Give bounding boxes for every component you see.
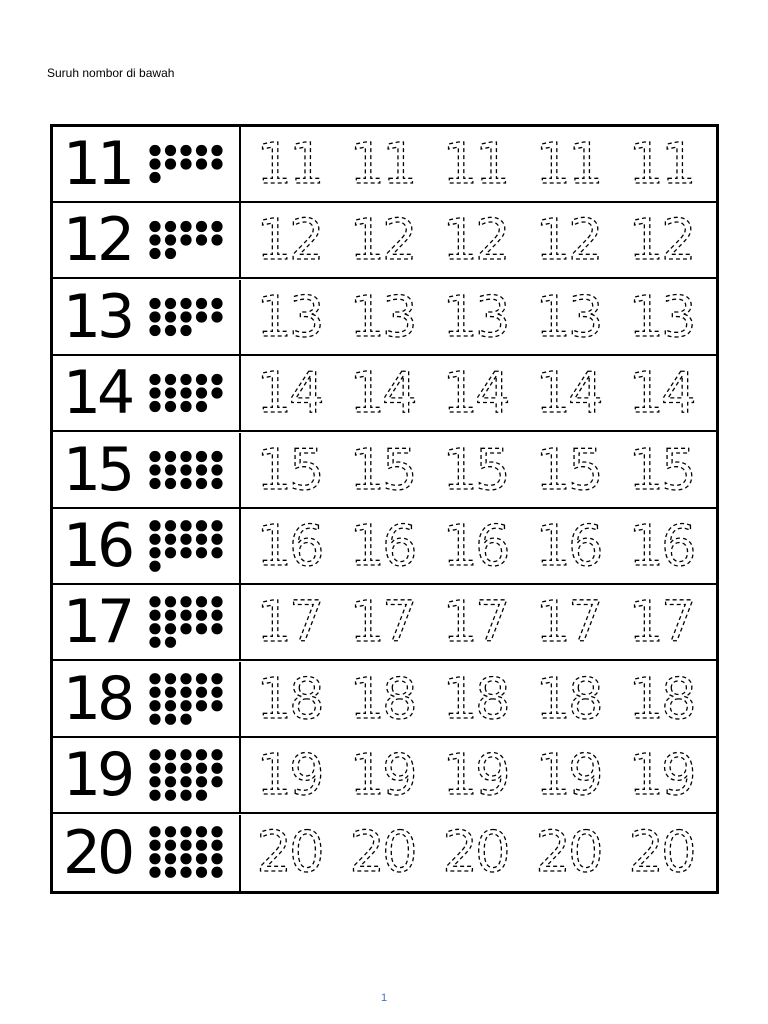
counting-dot [165,450,176,461]
dashed-trace-number: 11 [535,132,601,197]
counting-dot [196,624,207,635]
worksheet-row [53,738,716,814]
counting-dot [211,763,222,774]
counting-dot [180,221,191,232]
counting-dot [180,866,191,877]
counting-dot [149,866,160,877]
counting-dot [149,700,160,711]
counting-dot [196,145,207,156]
target-number: 18 [62,663,132,734]
counting-dot [180,374,191,385]
counting-dot [149,547,160,558]
dashed-trace-number: 16 [349,514,415,579]
counting-dot [165,534,176,545]
counting-dot [149,401,160,412]
counting-dot [149,776,160,787]
dashed-trace-number: 15 [535,437,601,503]
counting-dot [196,597,207,608]
dashed-trace-number: 20 [442,819,508,885]
counting-dot [196,673,207,684]
number-cell [53,662,241,736]
target-number: 15 [62,434,132,505]
counting-dot [211,534,222,545]
dashed-trace-number: 15 [256,437,322,503]
counting-dot [165,749,176,760]
counting-dot [180,749,191,760]
counting-dot [149,235,160,246]
dashed-trace-number: 11 [349,132,415,197]
dashed-trace-number: 18 [442,666,508,732]
worksheet-row [53,203,716,279]
counting-dot [196,866,207,877]
counting-dot [180,776,191,787]
counting-dot [165,477,176,488]
instruction-text: Suruh nombor di bawah [47,66,175,80]
counting-dots [147,203,229,277]
counting-dot [149,158,160,169]
counting-dot [211,853,222,864]
dashed-trace-number: 11 [256,132,322,197]
counting-dot [196,839,207,850]
counting-dot [165,763,176,774]
counting-dot [211,145,222,156]
counting-dot [165,401,176,412]
counting-dots [147,509,229,583]
dashed-trace-number: 16 [442,514,508,579]
counting-dot [180,624,191,635]
counting-dots [147,738,229,812]
counting-dots [147,280,229,354]
counting-dot [149,853,160,864]
counting-dot [165,826,176,837]
worksheet-row [53,433,716,509]
dashed-trace-number: 14 [535,361,601,427]
tracing-area[interactable] [241,738,716,812]
dashed-trace-number: 13 [442,284,508,350]
dashed-trace-number: 11 [442,132,508,197]
counting-dot [165,853,176,864]
dashed-trace-number: 17 [256,590,322,656]
counting-dot [165,547,176,558]
counting-dot [165,597,176,608]
counting-dot [211,388,222,399]
counting-dot [165,673,176,684]
counting-dot [149,464,160,475]
counting-dot [211,624,222,635]
counting-dot [149,610,160,621]
tracing-area[interactable] [241,509,716,583]
counting-dot [211,520,222,531]
counting-dot [165,298,176,309]
counting-dot [165,713,176,724]
counting-dot [180,826,191,837]
counting-dot [149,145,160,156]
dashed-trace-number: 20 [256,819,322,885]
dashed-trace-number: 19 [256,743,322,809]
counting-dot [211,597,222,608]
worksheet-row [53,662,716,738]
counting-dot [211,464,222,475]
counting-dot [211,686,222,697]
counting-dot [196,450,207,461]
counting-dot [196,853,207,864]
counting-dot [149,597,160,608]
counting-dot [180,763,191,774]
counting-dot [196,700,207,711]
dashed-trace-number: 17 [349,590,415,656]
worksheet-row [53,815,716,891]
dashed-trace-number: 12 [349,208,415,274]
dashed-trace-number: 15 [442,437,508,503]
dashed-trace-number: 14 [442,361,508,427]
tracing-area[interactable] [241,127,716,201]
counting-dot [196,520,207,531]
number-cell [53,203,241,277]
counting-dot [165,866,176,877]
worksheet-row [53,509,716,585]
counting-dot [165,637,176,648]
number-cell [53,280,241,354]
target-number: 14 [62,358,132,429]
counting-dot [165,158,176,169]
counting-dot [196,749,207,760]
dashed-trace-number: 16 [535,514,601,579]
counting-dot [180,325,191,336]
tracing-area[interactable] [241,280,716,354]
counting-dot [196,311,207,322]
counting-dot [211,749,222,760]
dashed-trace-number: 13 [349,284,415,350]
counting-dot [149,450,160,461]
dashed-trace-number: 18 [349,666,415,732]
counting-dot [149,624,160,635]
dashed-trace-number: 17 [442,590,508,656]
counting-dot [149,713,160,724]
dashed-trace-number: 14 [256,361,322,427]
counting-dot [149,790,160,801]
counting-dot [180,450,191,461]
counting-dot [180,713,191,724]
counting-dot [149,763,160,774]
number-cell [53,815,241,891]
counting-dot [165,776,176,787]
dashed-trace-number: 17 [535,590,601,656]
counting-dot [180,700,191,711]
dashed-trace-number: 13 [628,284,694,350]
counting-dot [196,298,207,309]
worksheet-row [53,280,716,356]
tracing-area[interactable] [241,585,716,659]
counting-dot [211,158,222,169]
dashed-trace-number: 12 [535,208,601,274]
number-cell [53,585,241,659]
counting-dot [165,610,176,621]
dashed-trace-number: 18 [535,666,601,732]
counting-dot [165,388,176,399]
counting-dots [147,127,229,201]
counting-dot [165,145,176,156]
counting-dots [147,356,229,430]
counting-dot [196,221,207,232]
counting-dot [211,673,222,684]
counting-dot [149,686,160,697]
counting-dot [211,547,222,558]
counting-dot [149,388,160,399]
counting-dot [196,776,207,787]
counting-dot [180,145,191,156]
counting-dot [196,158,207,169]
counting-dots [147,433,229,507]
counting-dots [147,815,229,891]
dashed-trace-number: 14 [349,361,415,427]
counting-dot [180,853,191,864]
tracing-area[interactable] [241,662,716,736]
counting-dot [165,311,176,322]
dashed-trace-number: 16 [628,514,694,579]
counting-dot [165,464,176,475]
target-number: 19 [62,740,132,811]
dashed-trace-number: 17 [628,590,694,656]
dashed-trace-number: 13 [256,284,322,350]
counting-dot [196,790,207,801]
dashed-trace-number: 14 [628,361,694,427]
counting-dot [196,763,207,774]
counting-dot [149,520,160,531]
tracing-area[interactable] [241,815,716,891]
counting-dot [211,776,222,787]
counting-dot [180,686,191,697]
counting-dot [211,298,222,309]
counting-dot [196,826,207,837]
counting-dot [196,374,207,385]
counting-dot [180,597,191,608]
dashed-trace-number: 11 [628,132,694,197]
counting-dot [165,325,176,336]
counting-dot [180,520,191,531]
worksheet-row [53,585,716,661]
counting-dot [211,610,222,621]
counting-dot [180,311,191,322]
counting-dot [149,637,160,648]
counting-dot [180,235,191,246]
counting-dot [211,839,222,850]
tracing-area[interactable] [241,356,716,430]
counting-dot [196,388,207,399]
counting-dots [147,662,229,736]
counting-dot [165,374,176,385]
target-number: 12 [62,205,132,276]
tracing-area[interactable] [241,203,716,277]
counting-dot [211,826,222,837]
number-cell [53,509,241,583]
number-cell [53,433,241,507]
counting-dot [211,700,222,711]
dashed-trace-number: 19 [628,743,694,809]
counting-dot [149,673,160,684]
counting-dot [149,172,160,183]
counting-dot [180,790,191,801]
counting-dot [165,624,176,635]
counting-dot [149,561,160,572]
number-cell [53,127,241,201]
counting-dot [180,388,191,399]
counting-dot [165,248,176,259]
counting-dot [165,700,176,711]
counting-dot [196,464,207,475]
target-number: 16 [62,511,132,581]
counting-dot [196,477,207,488]
number-cell [53,356,241,430]
counting-dot [149,248,160,259]
counting-dot [180,839,191,850]
counting-dot [211,311,222,322]
counting-dot [149,221,160,232]
counting-dot [211,477,222,488]
dashed-trace-number: 19 [535,743,601,809]
counting-dot [149,374,160,385]
dashed-trace-number: 13 [535,284,601,350]
dashed-trace-number: 20 [535,819,601,885]
counting-dot [211,866,222,877]
counting-dot [180,464,191,475]
page-number: 1 [380,992,388,1004]
counting-dot [165,221,176,232]
counting-dot [180,158,191,169]
counting-dots [147,585,229,659]
counting-dot [211,450,222,461]
dashed-trace-number: 12 [442,208,508,274]
dashed-trace-number: 12 [628,208,694,274]
counting-dot [180,401,191,412]
counting-dot [149,534,160,545]
counting-dot [196,235,207,246]
counting-dot [149,298,160,309]
counting-dot [180,534,191,545]
counting-dot [180,673,191,684]
counting-dot [149,325,160,336]
dashed-trace-number: 18 [628,666,694,732]
counting-dot [149,311,160,322]
counting-dot [211,374,222,385]
counting-dot [149,749,160,760]
counting-dot [165,520,176,531]
target-number: 11 [62,129,132,199]
dashed-trace-number: 19 [349,743,415,809]
counting-dot [196,547,207,558]
dashed-trace-number: 20 [628,819,694,885]
counting-dot [180,477,191,488]
tracing-worksheet [50,124,719,894]
counting-dot [165,839,176,850]
tracing-area[interactable] [241,433,716,507]
dashed-trace-number: 16 [256,514,322,579]
counting-dot [180,610,191,621]
counting-dot [211,235,222,246]
counting-dot [165,686,176,697]
counting-dot [211,221,222,232]
counting-dot [149,826,160,837]
counting-dot [165,235,176,246]
dashed-trace-number: 15 [349,437,415,503]
dashed-trace-number: 15 [628,437,694,503]
counting-dot [196,401,207,412]
worksheet-row [53,127,716,203]
target-number: 13 [62,281,132,352]
target-number: 20 [62,817,132,888]
counting-dot [149,839,160,850]
dashed-trace-number: 20 [349,819,415,885]
target-number: 17 [62,587,132,658]
worksheet-row [53,356,716,432]
counting-dot [196,534,207,545]
dashed-trace-number: 19 [442,743,508,809]
counting-dot [149,477,160,488]
counting-dot [180,547,191,558]
counting-dot [165,790,176,801]
dashed-trace-number: 12 [256,208,322,274]
counting-dot [180,298,191,309]
counting-dot [196,610,207,621]
counting-dot [196,686,207,697]
number-cell [53,738,241,812]
dashed-trace-number: 18 [256,666,322,732]
